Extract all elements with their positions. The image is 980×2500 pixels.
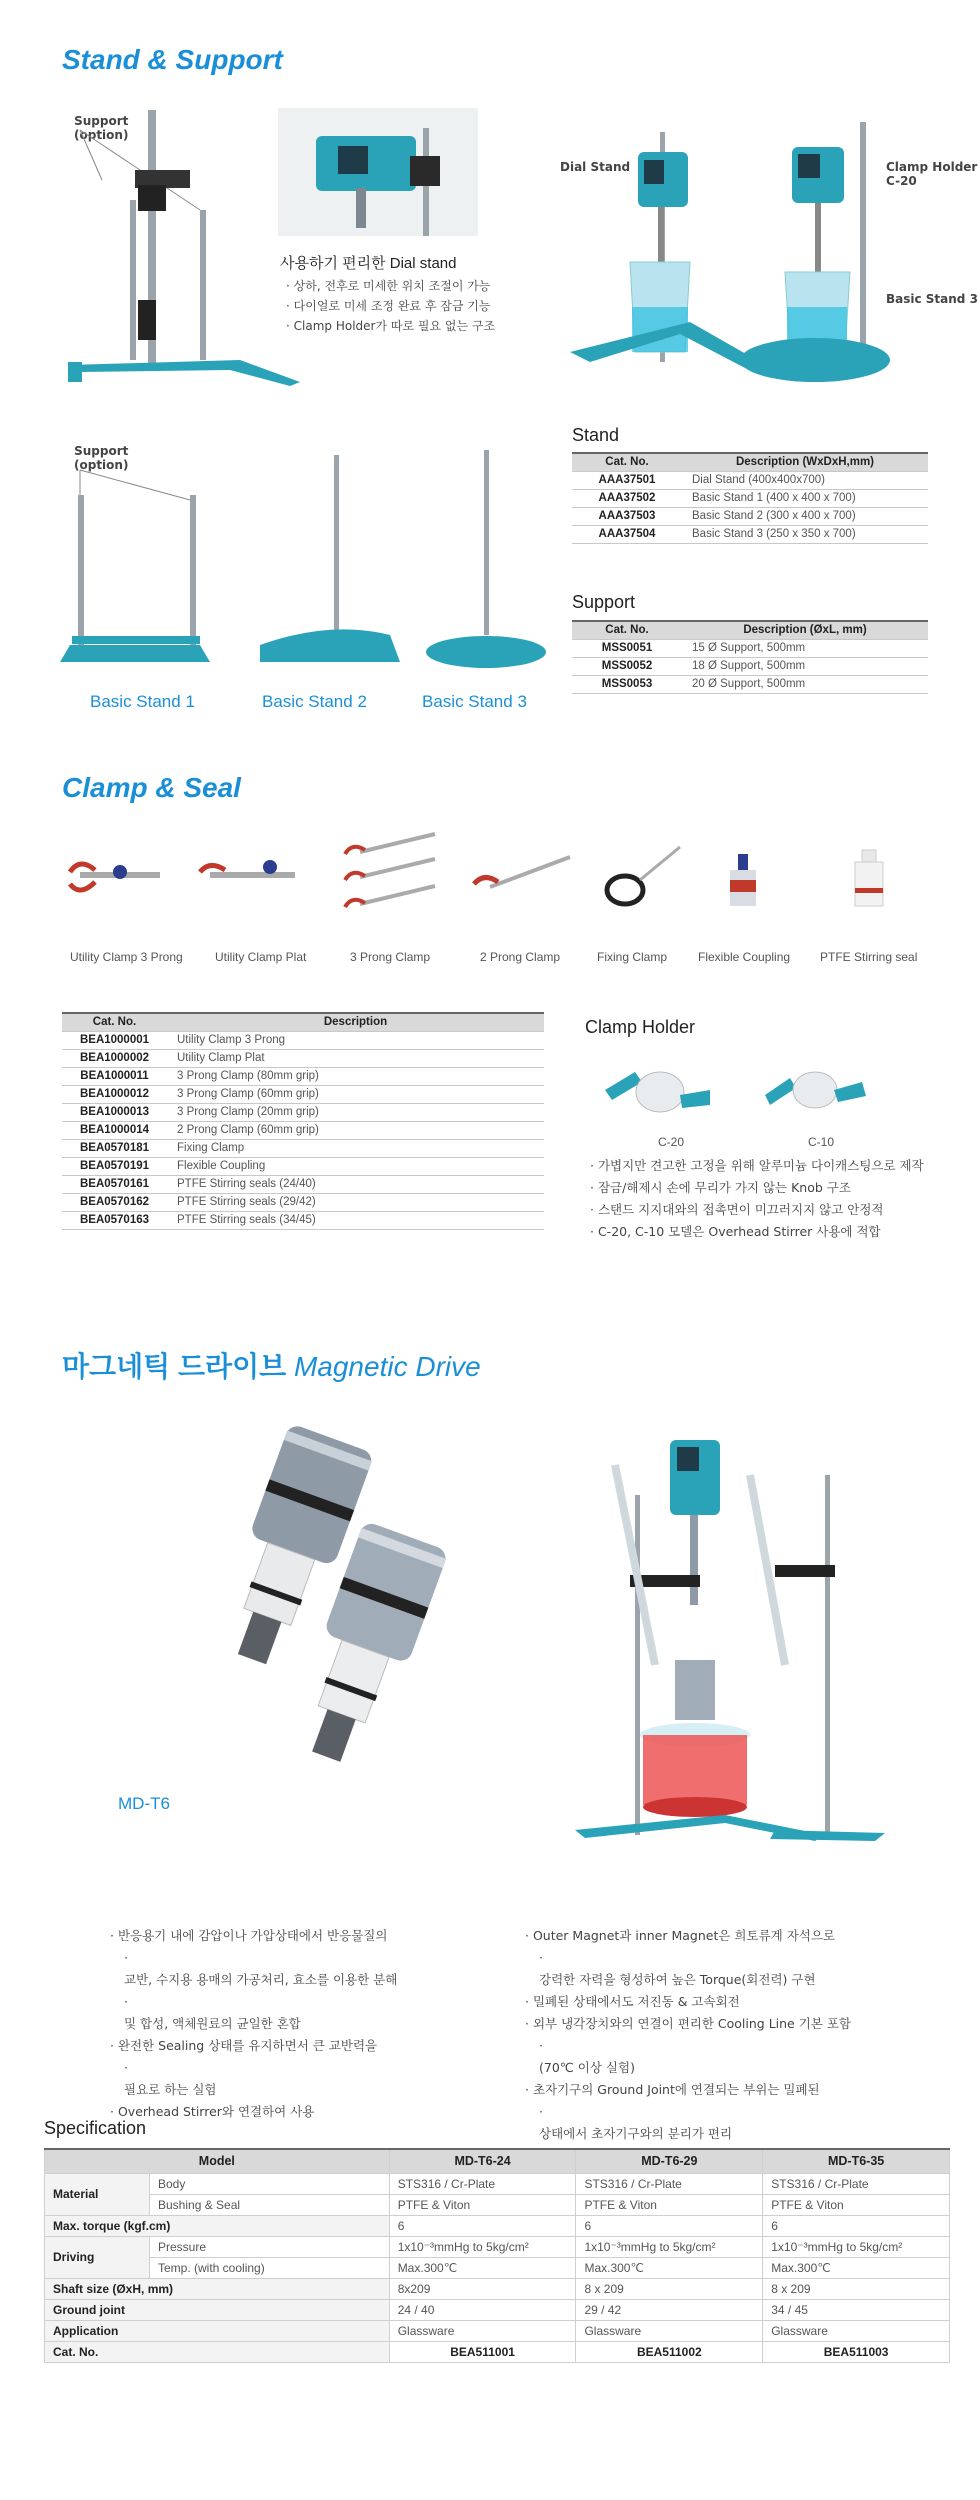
spec-cell: STS316 / Cr-Plate	[576, 2173, 763, 2194]
spec-cell: PTFE & Viton	[576, 2194, 763, 2215]
spec-cell: Glassware	[576, 2320, 763, 2341]
table-header-row	[572, 453, 928, 471]
spec-row-heading: Application	[45, 2320, 390, 2341]
cat-no-cell: AAA37502	[572, 489, 682, 507]
table-header-row	[572, 621, 928, 639]
spec-cell: 29 / 42	[576, 2299, 763, 2320]
table-row	[45, 2341, 950, 2362]
spec-header-row	[45, 2149, 950, 2173]
utility-clamp-3-prong-image	[70, 864, 160, 890]
table-header: Cat. No.	[62, 1013, 167, 1031]
clamp-seal-title: Clamp & Seal	[62, 772, 241, 803]
right-feature-1: · Outer Magnet과 inner Magnet은 희토류계 자석으로	[525, 1925, 851, 1947]
c10-label: C-10	[808, 1135, 835, 1149]
spec-cell: 8x209	[389, 2278, 576, 2299]
basic-stand-2-caption: Basic Stand 2	[262, 692, 367, 711]
spec-cell: STS316 / Cr-Plate	[389, 2173, 576, 2194]
dial-feature-3: · Clamp Holder가 따로 필요 없는 구조	[286, 316, 495, 336]
support-table	[572, 620, 928, 694]
table-row	[572, 489, 928, 507]
stand-stirrers-photo	[570, 112, 960, 402]
cat-no-cell: BEA1000014	[62, 1121, 167, 1139]
holder-feature-2: · 잠금/해제시 손에 무리가 가지 않는 Knob 구조	[590, 1177, 924, 1199]
spec-cell: Glassware	[763, 2320, 950, 2341]
spec-cell: 1x10⁻³mmHg to 5kg/cm²	[763, 2236, 950, 2257]
description-cell: Dial Stand (400x400x700)	[682, 471, 928, 489]
support-option-label: Support (option)	[74, 114, 129, 143]
description-cell: 20 Ø Support, 500mm	[682, 675, 928, 693]
spec-header: MD-T6-35	[763, 2149, 950, 2173]
cat-no-cell: MSS0052	[572, 657, 682, 675]
left-feature-2: · 완전한 Sealing 상태를 유지하면서 큰 교반력을	[110, 2035, 397, 2057]
clamp-holders-image	[600, 1060, 900, 1135]
spec-cat-cell: BEA511003	[763, 2341, 950, 2362]
cat-no-cell: MSS0051	[572, 639, 682, 657]
clamp-holder-label: Clamp Holder C-20	[886, 160, 978, 189]
description-cell: Utility Clamp 3 Prong	[167, 1031, 544, 1049]
description-cell: 18 Ø Support, 500mm	[682, 657, 928, 675]
holder-feature-1: · 가볍지만 견고한 고정을 위해 알루미늄 다이캐스팅으로 제작	[590, 1155, 924, 1177]
basic-stand-3-caption: Basic Stand 3	[422, 692, 527, 711]
clamp-caption: Flexible Coupling	[698, 950, 791, 964]
clamp-caption: 3 Prong Clamp	[350, 950, 431, 964]
specification-title: Specification	[44, 2118, 147, 2138]
spec-subheading: Temp. (with cooling)	[150, 2257, 390, 2278]
clamp-caption: Fixing Clamp	[597, 950, 668, 964]
dial-stand-assembly-image	[60, 100, 310, 390]
magnetic-drive-units-image	[180, 1420, 450, 1790]
description-cell: Flexible Coupling	[167, 1157, 544, 1175]
fixing-clamp-image	[607, 847, 680, 904]
left-feature-1-line-3: · 및 합성, 액체원료의 균일한 혼합	[110, 1991, 397, 2035]
cat-no-cell: AAA37504	[572, 525, 682, 543]
holder-feature-3: · 스탠드 지지대와의 접촉면이 미끄러지지 않고 안정적	[590, 1199, 924, 1221]
cat-no-cell: AAA37503	[572, 507, 682, 525]
spec-cat-cell: BEA511001	[389, 2341, 576, 2362]
right-feature-4: · 초자기구의 Ground Joint에 연결되는 부위는 밀폐된	[525, 2079, 851, 2101]
left-feature-3: · Overhead Stirrer와 연결하여 사용	[110, 2101, 397, 2123]
spec-subheading: Body	[150, 2173, 390, 2194]
spec-cell: 1x10⁻³mmHg to 5kg/cm²	[576, 2236, 763, 2257]
dial-stand-heading: 사용하기 편리한 Dial stand	[280, 255, 457, 272]
spec-cell: Max.300℃	[763, 2257, 950, 2278]
description-cell: PTFE Stirring seals (24/40)	[167, 1175, 544, 1193]
table-row	[572, 471, 928, 489]
spec-cell: 1x10⁻³mmHg to 5kg/cm²	[389, 2236, 576, 2257]
clamp-caption: 2 Prong Clamp	[480, 950, 561, 964]
stand-table-title: Stand	[572, 425, 620, 445]
cat-no-cell: BEA1000012	[62, 1085, 167, 1103]
cat-no-cell: BEA0570191	[62, 1157, 167, 1175]
description-cell: Basic Stand 1 (400 x 400 x 700)	[682, 489, 928, 507]
dial-stand-label: Dial Stand	[560, 160, 631, 174]
table-row	[45, 2299, 950, 2320]
table-row	[572, 507, 928, 525]
table-header: Cat. No.	[572, 621, 682, 639]
table-row	[62, 1157, 544, 1175]
clamp-holder-features	[590, 1155, 924, 1243]
description-cell: Utility Clamp Plat	[167, 1049, 544, 1067]
cat-no-cell: BEA0570163	[62, 1211, 167, 1229]
reactor-setup-image	[575, 1435, 895, 1855]
ptfe-stirring-seal-image	[855, 850, 883, 906]
clamp-products-image	[60, 832, 940, 942]
spec-cell: Max.300℃	[389, 2257, 576, 2278]
spec-subheading: Bushing & Seal	[150, 2194, 390, 2215]
description-cell: 3 Prong Clamp (80mm grip)	[167, 1067, 544, 1085]
description-cell: Fixing Clamp	[167, 1139, 544, 1157]
cat-no-cell: BEA1000011	[62, 1067, 167, 1085]
spec-row-heading: Material	[45, 2173, 150, 2215]
md-t6-label: MD-T6	[118, 1794, 170, 1813]
spec-cat-cell: BEA511002	[576, 2341, 763, 2362]
table-row	[45, 2194, 950, 2215]
spec-subheading: Pressure	[150, 2236, 390, 2257]
description-cell: 3 Prong Clamp (20mm grip)	[167, 1103, 544, 1121]
cat-no-cell: BEA1000013	[62, 1103, 167, 1121]
table-row	[572, 639, 928, 657]
table-row	[62, 1049, 544, 1067]
spec-row-heading: Max. torque (kgf.cm)	[45, 2215, 390, 2236]
description-cell: 15 Ø Support, 500mm	[682, 639, 928, 657]
description-cell: PTFE Stirring seals (34/45)	[167, 1211, 544, 1229]
table-row	[62, 1121, 544, 1139]
spec-row-heading: Ground joint	[45, 2299, 390, 2320]
right-feature-3-line-2: · (70℃ 이상 실험)	[525, 2035, 851, 2079]
spec-header-model: Model	[45, 2149, 390, 2173]
right-feature-3: · 외부 냉각장치와의 연결이 편리한 Cooling Line 기본 포함	[525, 2013, 851, 2035]
table-row	[62, 1067, 544, 1085]
three-prong-clamp-image	[345, 834, 435, 907]
table-row	[62, 1139, 544, 1157]
table-row	[572, 525, 928, 543]
clamp-caption: PTFE Stirring seal	[820, 950, 918, 964]
table-row	[62, 1103, 544, 1121]
stand-table	[572, 452, 928, 544]
basic-stand-1-caption: Basic Stand 1	[90, 692, 195, 711]
spec-cell: STS316 / Cr-Plate	[763, 2173, 950, 2194]
table-row	[45, 2257, 950, 2278]
cat-no-cell: AAA37501	[572, 471, 682, 489]
cat-no-cell: BEA0570161	[62, 1175, 167, 1193]
dial-feature-2: · 다이얼로 미세 조정 완료 후 잠금 기능	[286, 296, 495, 316]
clamp-table	[62, 1012, 544, 1230]
description-cell: 3 Prong Clamp (60mm grip)	[167, 1085, 544, 1103]
magnetic-title-en: Magnetic Drive	[286, 1351, 481, 1382]
spec-cell: Max.300℃	[576, 2257, 763, 2278]
table-header-row	[62, 1013, 544, 1031]
dial-feature-1: · 상하, 전후로 미세한 위치 조절이 가능	[286, 276, 495, 296]
table-row	[62, 1031, 544, 1049]
basic-stands-image	[60, 440, 550, 670]
spec-cell: 6	[389, 2215, 576, 2236]
c20-label: C-20	[658, 1135, 685, 1149]
right-feature-1-line-2: · 강력한 자력을 형성하여 높은 Torque(회전력) 구현	[525, 1947, 851, 1991]
spec-cell: 8 x 209	[763, 2278, 950, 2299]
dial-stand-features	[286, 276, 495, 336]
spec-cell: 24 / 40	[389, 2299, 576, 2320]
spec-header: MD-T6-29	[576, 2149, 763, 2173]
magnetic-left-features	[110, 1925, 397, 2123]
cat-no-cell: BEA0570162	[62, 1193, 167, 1211]
table-header: Cat. No.	[572, 453, 682, 471]
table-row	[45, 2236, 950, 2257]
support-table-title: Support	[572, 592, 636, 612]
clamp-caption: Utility Clamp Plat	[215, 950, 307, 964]
table-header: Description	[167, 1013, 544, 1031]
spec-row-heading: Driving	[45, 2236, 150, 2278]
table-row	[572, 675, 928, 693]
cat-no-cell: BEA0570181	[62, 1139, 167, 1157]
support-option-label-2: Support (option)	[74, 444, 129, 473]
spec-cell: 6	[763, 2215, 950, 2236]
two-prong-clamp-image	[474, 857, 570, 887]
description-cell: Basic Stand 2 (300 x 400 x 700)	[682, 507, 928, 525]
table-row	[45, 2173, 950, 2194]
spec-row-heading: Cat. No.	[45, 2341, 390, 2362]
spec-cell: Glassware	[389, 2320, 576, 2341]
right-feature-2: · 밀폐된 상태에서도 저진동 & 고속회전	[525, 1991, 851, 2013]
cat-no-cell: MSS0053	[572, 675, 682, 693]
magnetic-right-features	[525, 1925, 851, 2145]
spec-cell: 6	[576, 2215, 763, 2236]
table-header: Description (ØxL, mm)	[682, 621, 928, 639]
description-cell: PTFE Stirring seals (29/42)	[167, 1193, 544, 1211]
table-row	[62, 1085, 544, 1103]
table-header: Description (WxDxH,mm)	[682, 453, 928, 471]
description-cell: 2 Prong Clamp (60mm grip)	[167, 1121, 544, 1139]
holder-feature-4: · C-20, C-10 모델은 Overhead Stirrer 사용에 적합	[590, 1221, 924, 1243]
table-row	[62, 1211, 544, 1229]
stand-support-title: Stand & Support	[62, 44, 283, 75]
spec-row-heading: Shaft size (ØxH, mm)	[45, 2278, 390, 2299]
spec-cell: PTFE & Viton	[763, 2194, 950, 2215]
basic-stand-3-label: Basic Stand 3	[886, 292, 978, 306]
description-cell: Basic Stand 3 (250 x 350 x 700)	[682, 525, 928, 543]
spec-cell: 8 x 209	[576, 2278, 763, 2299]
left-feature-1-line-2: · 교반, 수지용 용매의 가공처리, 효소를 이용한 분해	[110, 1947, 397, 1991]
magnetic-drive-title	[62, 1345, 481, 1385]
spec-cell: 34 / 45	[763, 2299, 950, 2320]
table-row	[45, 2215, 950, 2236]
utility-clamp-plat-image	[200, 860, 295, 878]
clamp-caption: Utility Clamp 3 Prong	[70, 950, 183, 964]
clamp-holder-title: Clamp Holder	[585, 1017, 696, 1037]
table-row	[62, 1175, 544, 1193]
left-feature-2-line-2: · 필요로 하는 실험	[110, 2057, 397, 2101]
table-row	[45, 2320, 950, 2341]
specification-table	[44, 2148, 950, 2363]
spec-header: MD-T6-24	[389, 2149, 576, 2173]
cat-no-cell: BEA1000001	[62, 1031, 167, 1049]
table-row	[62, 1193, 544, 1211]
cat-no-cell: BEA1000002	[62, 1049, 167, 1067]
dial-stand-closeup-image	[278, 108, 478, 236]
table-row	[572, 657, 928, 675]
table-row	[45, 2278, 950, 2299]
magnetic-title-ko: 마그네틱 드라이브	[62, 1351, 287, 1382]
spec-cell: PTFE & Viton	[389, 2194, 576, 2215]
left-feature-1: · 반응용기 내에 감압이나 가압상태에서 반응물질의	[110, 1925, 397, 1947]
flexible-coupling-image	[730, 854, 756, 906]
right-feature-4-line-2: · 상태에서 초자기구와의 분리가 편리	[525, 2101, 851, 2145]
